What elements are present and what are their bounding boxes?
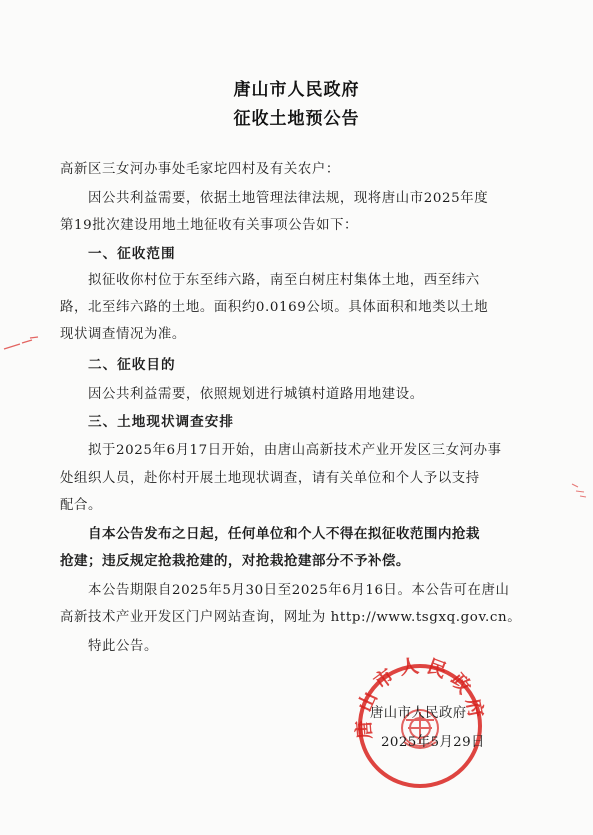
section3-line-1: 拟于2025年6月17日开始，由唐山高新技术产业开发区三女河办事 — [88, 443, 502, 458]
closing-text: 特此公告。 — [88, 639, 158, 654]
section1-line-3: 现状调查情况为准。 — [60, 327, 186, 342]
section1-line-2: 路，北至纬六路的土地。面积约0.0169公顷。具体面积和地类以土地 — [60, 300, 489, 315]
section3-heading: 三、土地现状调查安排 — [88, 414, 234, 430]
issuer-name: 唐山市人民政府 — [370, 706, 467, 721]
section1-heading: 一、征收范围 — [88, 246, 176, 262]
addressee: 高新区三女河办事处毛家坨四村及有关农户： — [60, 162, 340, 177]
section1-line-1: 拟征收你村位于东至纬六路，南至白树庄村集体土地，西至纬六 — [88, 273, 480, 288]
period-line-2: 高新技术产业开发区门户网站查询，网址为 http://www.tsgxq.gov.cn。 — [60, 610, 522, 625]
section2-line-1: 因公共利益需要，依照规划进行城镇村道路用地建设。 — [88, 387, 424, 402]
document-title: 征收土地预公告 — [233, 109, 360, 129]
warning-line-1: 自本公告发布之日起，任何单位和个人不得在拟征收范围内抢栽 — [88, 526, 480, 542]
margin-mark-right — [568, 478, 590, 500]
document-title-issuer: 唐山市人民政府 — [233, 80, 360, 100]
period-line-1: 本公告期限自2025年5月30日至2025年6月16日。本公告可在唐山 — [88, 583, 510, 598]
margin-mark-left — [0, 335, 42, 355]
section3-line-3: 配合。 — [60, 498, 102, 513]
section3-line-2: 处组织人员，赴你村开展土地现状调查，请有关单位和个人予以支持 — [60, 471, 480, 486]
issue-date: 2025年5月29日 — [381, 735, 485, 750]
intro-line-1: 因公共利益需要，依据土地管理法律法规，现将唐山市2025年度 — [88, 191, 489, 206]
section2-heading: 二、征收目的 — [88, 357, 176, 373]
intro-line-2: 第19批次建设用地土地征收有关事项公告如下： — [60, 218, 359, 233]
svg-text:唐山市人民政府: 唐山市人民政府 — [352, 654, 489, 740]
warning-line-2: 抢建；违反规定抢栽抢建的，对抢栽抢建部分不予补偿。 — [60, 553, 410, 569]
